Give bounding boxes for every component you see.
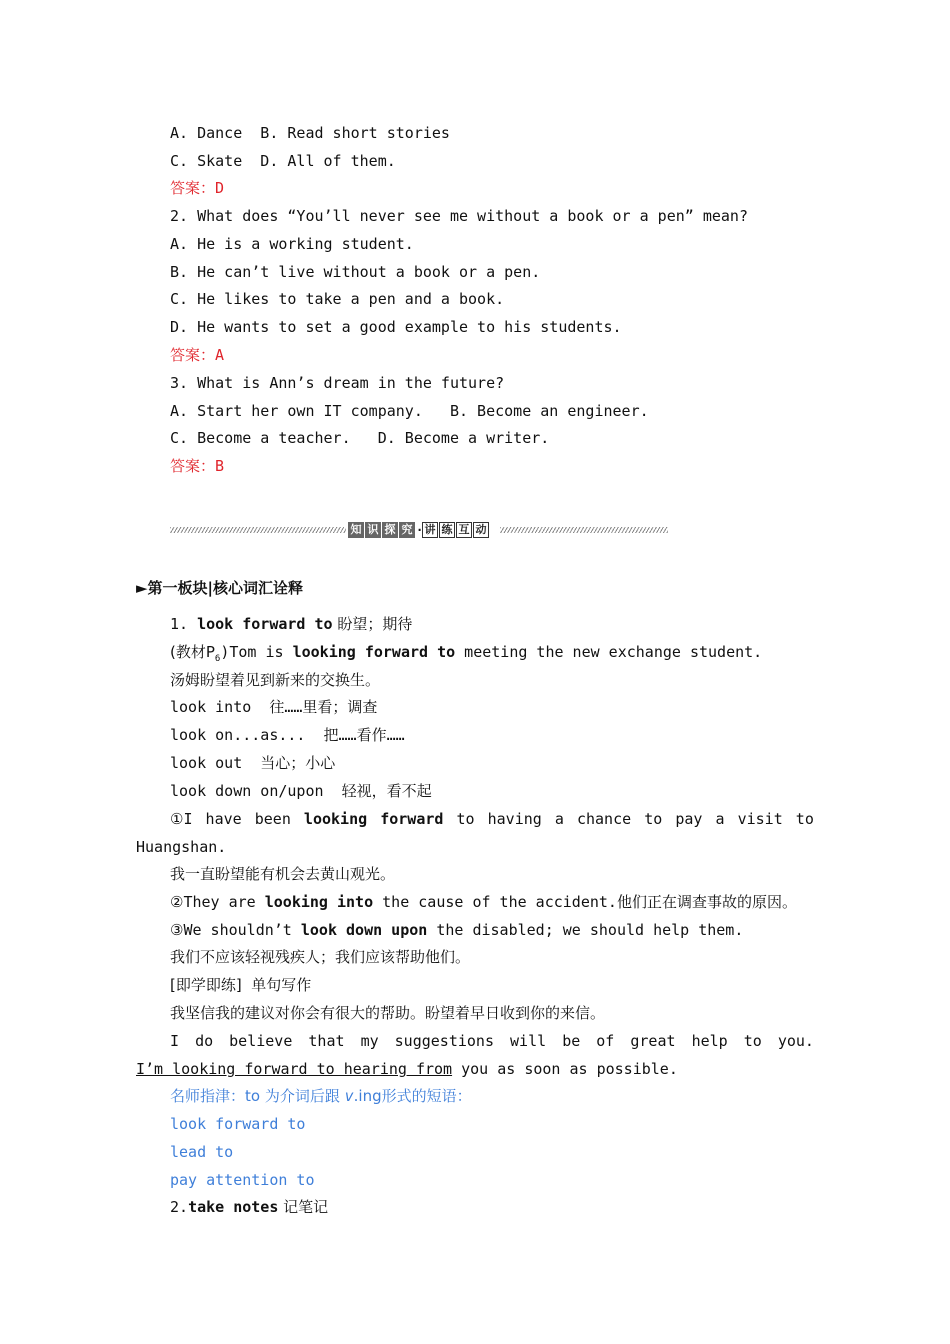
example-text: meeting the new exchange student. xyxy=(455,643,763,661)
sentence-key-phrase: looking into xyxy=(264,893,374,911)
q2-option-c: C. He likes to take a pen and a book. xyxy=(170,290,505,308)
teacher-tip xyxy=(170,1086,472,1106)
divider-hatch-right xyxy=(500,527,668,533)
divider-char: 知 xyxy=(348,522,364,538)
word: ①I xyxy=(170,810,193,828)
q3-options-2: C. Become a teacher. D. Become a writer. xyxy=(170,429,550,447)
answer-value: A xyxy=(215,346,225,364)
divider-char: 究 xyxy=(399,522,415,538)
item1-example-translation: 汤姆盼望着见到新来的交换生。 xyxy=(170,671,381,689)
example-key-phrase: looking forward to xyxy=(292,643,456,661)
item-number: 2. xyxy=(170,1198,189,1216)
item2-heading xyxy=(170,1197,328,1217)
word: to xyxy=(795,810,814,828)
word: to xyxy=(743,1032,762,1050)
q2-option-b: B. He can’t live without a book or a pen. xyxy=(170,263,541,281)
item-meaning: 盼望；期待 xyxy=(332,615,413,633)
q3-answer xyxy=(170,456,224,476)
divider-char: 探 xyxy=(382,522,398,538)
phrase-look-on-as: look on...as... 把……看作…… xyxy=(170,726,405,744)
word: you. xyxy=(777,1032,814,1050)
practice-prompt: 我坚信我的建议对你会有很大的帮助。盼望着早日收到你的来信。 xyxy=(170,1004,606,1022)
word: have xyxy=(205,810,242,828)
word: a xyxy=(715,810,725,828)
item-meaning: 记笔记 xyxy=(278,1198,329,1216)
sentence-2 xyxy=(170,892,797,912)
sentence-1-translation: 我一直盼望能有机会去黄山观光。 xyxy=(170,865,396,883)
divider-char: 识 xyxy=(365,522,381,538)
q2-option-d: D. He wants to set a good example to his students. xyxy=(170,318,622,336)
sentence-text: ③We shouldn’t xyxy=(170,921,301,939)
tip-phrase: pay attention to xyxy=(170,1171,315,1189)
word: my xyxy=(360,1032,379,1050)
phrase-look-out: look out 当心；小心 xyxy=(170,754,336,772)
practice-answer-line-1 xyxy=(170,1031,814,1051)
q2-question: 2. What does “You’ll never see me without a book or a pen” mean? xyxy=(170,207,748,225)
practice-answer-end: you as soon as possible. xyxy=(452,1060,678,1078)
word: having xyxy=(487,810,542,828)
q3-question: 3. What is Ann’s dream in the future? xyxy=(170,374,505,392)
word: chance xyxy=(576,810,632,828)
word: visit xyxy=(737,810,783,828)
word: believe xyxy=(229,1032,293,1050)
divider-separator: · xyxy=(416,523,424,537)
word: pay xyxy=(675,810,703,828)
q1-option-line-1: A. Dance B. Read short stories xyxy=(170,124,450,142)
word: do xyxy=(195,1032,214,1050)
divider-char: 互 xyxy=(456,522,472,538)
tip-text: 名师指津：to 为介词后跟 xyxy=(170,1087,345,1105)
word: forward xyxy=(380,810,444,828)
word: been xyxy=(254,810,291,828)
practice-answer-line-2 xyxy=(136,1059,678,1079)
phrase-look-down-on: look down on/upon 轻视，看不起 xyxy=(170,782,432,800)
word: that xyxy=(308,1032,345,1050)
q1-option-line-2: C. Skate D. All of them. xyxy=(170,152,396,170)
divider-char: 练 xyxy=(439,522,455,538)
answer-label: 答案： xyxy=(170,346,216,364)
example-text: )Tom is xyxy=(220,643,293,661)
word: to xyxy=(456,810,475,828)
item-phrase: take notes xyxy=(188,1198,279,1216)
q1-answer xyxy=(170,178,224,198)
word: a xyxy=(554,810,564,828)
answer-value: D xyxy=(215,179,225,197)
sentence-text: the cause of the accident.他们正在调查事故的原因。 xyxy=(373,893,797,911)
example-source: (教材P xyxy=(170,643,215,661)
divider-char: 讲 xyxy=(422,522,438,538)
word: I xyxy=(170,1032,180,1050)
sentence-3-translation: 我们不应该轻视残疾人；我们应该帮助他们。 xyxy=(170,948,471,966)
word: of xyxy=(596,1032,615,1050)
item1-heading xyxy=(170,614,412,634)
practice-answer-blank: I’m looking forward to hearing from xyxy=(136,1060,453,1078)
sentence-1 xyxy=(170,809,814,829)
item-phrase: look forward to xyxy=(197,615,333,633)
tip-text: .ing形式的短语： xyxy=(353,1087,472,1105)
sentence-key-phrase: look down upon xyxy=(300,921,428,939)
answer-value: B xyxy=(215,457,225,475)
divider-hatch-left xyxy=(170,527,346,533)
section-heading: ►第一板块|核心词汇诠释 xyxy=(136,579,304,597)
item1-example xyxy=(170,642,762,669)
word: great xyxy=(630,1032,676,1050)
divider-label xyxy=(348,521,490,539)
answer-label: 答案： xyxy=(170,179,216,197)
word: looking xyxy=(303,810,368,828)
section-divider xyxy=(170,519,668,541)
answer-label: 答案： xyxy=(170,457,216,475)
word: help xyxy=(691,1032,728,1050)
sentence-3 xyxy=(170,920,743,940)
sentence-text: the disabled; we should help them. xyxy=(427,921,744,939)
word: be xyxy=(562,1032,581,1050)
divider-char: 动 xyxy=(473,522,489,538)
sentence-1-end: Huangshan. xyxy=(136,838,227,856)
word: to xyxy=(644,810,663,828)
tip-v: v xyxy=(344,1087,354,1105)
sentence-text: ②They are xyxy=(170,893,265,911)
tip-phrase: look forward to xyxy=(170,1115,306,1133)
tip-phrase: lead to xyxy=(170,1143,234,1161)
q2-option-a: A. He is a working student. xyxy=(170,235,414,253)
item-number: 1. xyxy=(170,615,198,633)
phrase-look-into: look into 往……里看；调查 xyxy=(170,698,378,716)
example-source-page: 6 xyxy=(214,654,221,664)
q3-options-1: A. Start her own IT company. B. Become an engineer. xyxy=(170,402,649,420)
word: suggestions xyxy=(394,1032,494,1050)
practice-label: [即学即练] 单句写作 xyxy=(170,976,312,994)
word: will xyxy=(510,1032,547,1050)
q2-answer xyxy=(170,345,224,365)
